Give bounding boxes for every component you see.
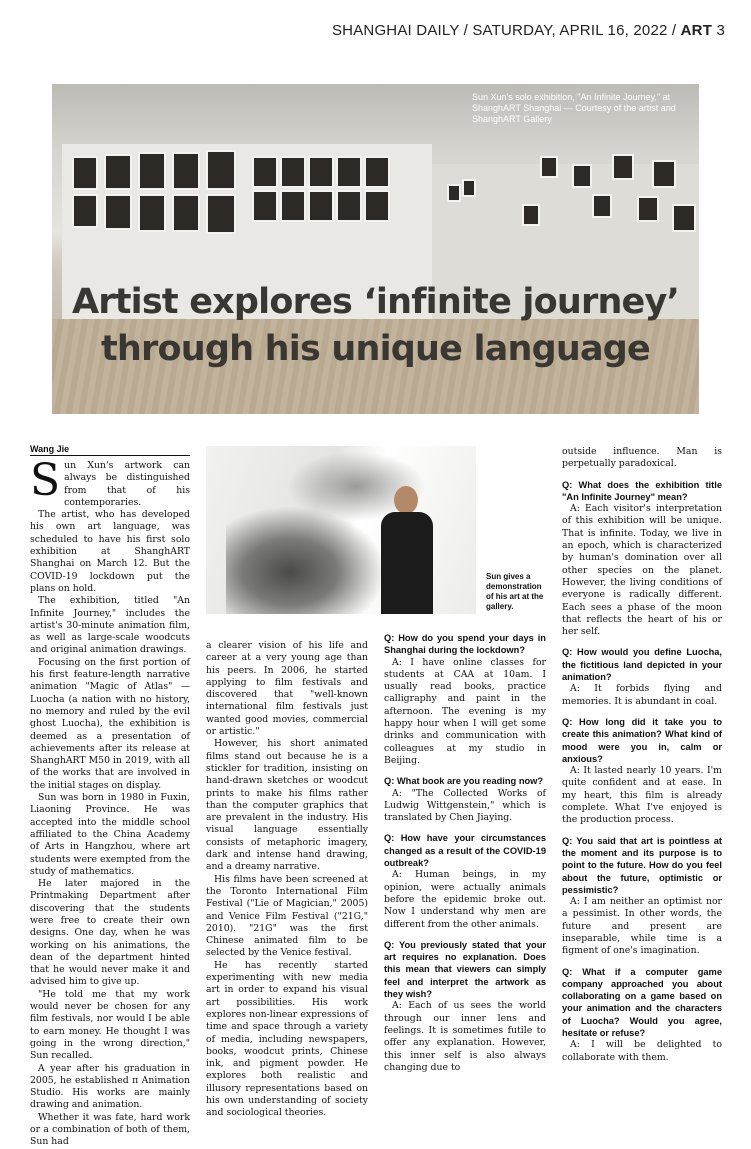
hero-credit: Sun Xun's solo exhibition, "An Infinite Journey," at ShanghART Shanghai — Courtesy of the artist and ShanghART Gallery [472,92,676,124]
question: Q: How long did it take you to create this animation? What kind of mood were you in, calm or anxious? [562,716,722,764]
answer: A: It forbids flying and memories. It is abundant in coal. [562,683,722,707]
paragraph: The exhibition, titled "An Infinite Journey," includes the artist's 30-minute animation film, as well as large-scale woodcuts and original animation drawings. [30,595,190,656]
artwork [447,184,461,202]
answer: A: "The Collected Works of Ludwig Wittgenstein," which is translated by Chen Jiaying. [384,787,546,824]
ink-drawing [226,506,386,614]
masthead [332,22,725,39]
artwork [72,194,98,228]
byline: Wang Jie [30,444,70,454]
artist-photo [206,446,476,614]
artwork [522,204,540,226]
headline-line-1: Artist explores ‘infinite journey’ [71,282,680,322]
question: Q: How do you spend your days in Shanghai during the lockdown? [384,633,546,656]
question: Q: What does the exhibition title "An Infinite Journey" mean? [562,479,722,502]
answer: A: Human beings, in my opinion, were actually animals before the epidemic broke out. Now I understand why men are different from the other animals. [384,869,546,930]
masthead-publication: SHANGHAI DAILY / SATURDAY, APRIL 16, 2022 / [331,22,681,39]
artwork [172,194,200,232]
headline-line-2: through his unique language [101,329,650,369]
question: Q: How have your circumstances changed as a result of the COVID-19 outbreak? [384,833,546,869]
artwork [462,179,476,197]
paragraph: Sun was born in 1980 in Fuxin, Liaoning Province. He was accepted into the middle school affiliated to the China Academy of Arts in Hangzhou, where art students were exempted from the study of mathematics. [30,792,190,877]
artwork [637,196,659,222]
paragraph: a clearer vision of his life and career at a very young age than his peers. In 2006, he started applying to film festivals and discovered that "well-known international film festivals just wanted good movies, commercial or artistic." [206,640,368,738]
artwork [612,154,634,180]
question: Q: You previously stated that your art requires no explanation. Does this mean that viewers can simply feel and interpret the artwork as they wish? [384,939,546,1000]
photo-caption: Sun gives a demonstration of his art at the gallery. [486,572,544,611]
paragraph: A year after his graduation in 2005, he established π Animation Studio. His works are mainly drawing and animation. [30,1062,190,1111]
artwork [308,156,334,188]
artwork [364,156,390,188]
question: Q: How would you define Luocha, the fictitious land depicted in your animation? [562,647,722,683]
artwork [336,156,362,188]
paragraph: outside influence. Man is perpetually paradoxical. [562,446,722,470]
artwork [104,154,132,190]
artist-figure-body [381,512,433,614]
artwork [336,190,362,222]
artwork [252,190,278,222]
question: Q: You said that art is pointless at the moment and its purpose is to point to the future. How do you feel about the future, optimistic or pessimistic? [562,835,722,895]
artwork [540,156,558,178]
artwork [280,156,306,188]
paragraph: un Xun's artwork can always be distinguished from that of his contemporaries. [64,460,190,508]
hero-photo [52,84,699,414]
artwork [138,194,166,232]
masthead-page: 3 [716,22,725,39]
artwork [72,156,98,190]
paragraph: "He told me that my work would never be chosen for any film festivals, nor would I be able to earn money. He thought I was going in the wrong direction," Sun recalled. [30,988,190,1062]
drop-cap: S [30,455,61,506]
article-column-4 [562,446,722,1064]
headline [52,279,699,373]
answer: A: I am neither an optimist nor a pessimist. In other words, the future and present are inseparable, while time is a figment of one's imagination. [562,896,722,957]
artwork [592,194,612,218]
answer: A: Each of us sees the world through our inner lens and feelings. It is sometimes futile to offer any explanation. However, this inner self is also always changing due to [384,1000,546,1073]
artwork [652,160,676,188]
paragraph: He later majored in the Printmaking Department after discovering that the students were free to create their own designs. One day, when he was working on his animations, the dean of the department hinted that he would never make it and advised him to give up. [30,878,190,988]
masthead-section: ART [680,22,713,39]
artwork [280,190,306,222]
artwork [364,190,390,222]
paragraph: He has recently started experimenting with new media art in order to expand his visual art possibilities. His work explores non-linear expressions of time and space through a variety of media, including newspapers, books, woodcut prints, Chinese ink, and pigment powder. He explores both realistic and illusory representations based on his own understanding of society and sociological theories. [206,959,368,1119]
artwork [206,194,236,234]
article-column-2 [206,640,368,1120]
question: Q: What book are you reading now? [384,776,544,787]
artwork [206,150,236,190]
artwork [252,156,278,188]
paragraph: His films have been screened at the Toronto International Film Festival ("Lie of Magician," 2005) and Venice Film Festival ("21G," 2010). "21G" was the first Chinese animated film to be selected by the Venice festival. [206,873,368,959]
artwork [104,194,132,230]
answer: A: I have online classes for students at CAA at 10am. I usually read books, practice calligraphy and paint in the afternoon. The evening is my happy hour when I will get some drinks and communication with colleagues at my studio in Beijing. [384,656,546,766]
answer: A: Each visitor's interpretation of this exhibition will be unique. That is infinite. Today, we live in an epoch, which is characterized by human's domination over all other species on the planet. However, the living conditions of everyone is radically different. Each sees a phase of the moon that reflects the heart of his or her self. [562,503,722,638]
paragraph: The artist, who has developed his own art language, was scheduled to have his first solo exhibition at ShanghART Shanghai on March 12. But the COVID-19 lockdown put the plans on hold. [30,509,190,594]
answer: A: It lasted nearly 10 years. I'm quite confident and at ease. In my heart, this film is already complete. What I've enjoyed is the production process. [562,765,722,826]
artist-figure-head [394,486,418,514]
article-column-3 [384,632,546,1074]
article-column-1 [30,455,190,1149]
artwork [672,204,696,232]
answer: A: I will be delighted to collaborate with them. [562,1039,722,1063]
artwork [138,152,166,190]
artwork [572,164,592,188]
paragraph: However, his short animated films stand out because he is a stickler for tradition, insisting on hand-drawn sketches or woodcut prints to make his films rather than the computer graphics that are prevalent in the industry. His visual language essentially consists of metaphoric imagery, dark and intense hand drawing, and a dreamy narrative. [206,738,368,873]
artwork [172,152,200,190]
question: Q: What if a computer game company approached you about collaborating on a game based on your animation and the characters of Luocha? Would you agree, hesitate or refuse? [562,966,722,1039]
paragraph: Whether it was fate, hard work or a combination of both of them, Sun had [30,1111,190,1148]
paragraph: Focusing on the first portion of his first feature-length narrative animation "Magic of Atlas" — Luocha (a nation with no history, no memory and ruled by the evil ghost Luocha), the exhibition is deemed as a presentation of achievements after its release at ShanghART M50 in 2019, with all of the works that are involved in the initial stages on display. [30,656,190,791]
artwork [308,190,334,222]
